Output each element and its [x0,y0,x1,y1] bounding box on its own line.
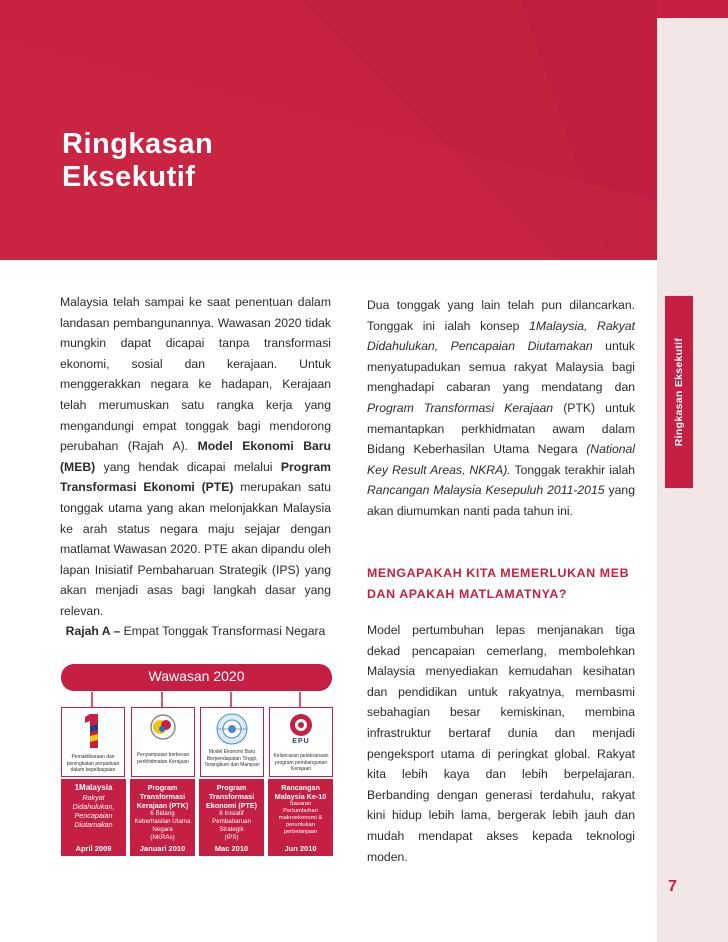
logo-1malaysia-icon [80,712,106,750]
pillar-4-line-3: makroekonomi & [278,815,323,821]
figure-title-text: Empat Tonggak Transformasi Negara [120,624,326,638]
pillar-2-line-3: Negara [152,826,173,833]
pillar-1-title: 1Malaysia [74,783,113,792]
text-run: (PTK) untuk memantapkan perkhidmatan awam dalam Bidang Keberhasilan Utama Negara [367,400,635,457]
side-tab [665,296,693,488]
pillar-2-box [131,707,195,777]
pillar-1-line-1: Rakyat [82,793,105,802]
text-run: Rancangan Malaysia Kesepuluh 2011-2015 [367,483,605,498]
pillar-3-title: Program Transformasi Ekonomi (PTE) [205,783,258,810]
pillar-4-line-5: perbelanjaan [283,829,318,835]
pillar-2-title: Program Transformasi Kerajaan (PTK) [136,783,189,810]
pillar-3-line-3: Strategik [219,826,244,833]
text-run: yang akan diumumkan nanti pada tahun ini. [367,483,635,518]
side-strip-top [657,0,728,18]
pillar-3-date: Mac 2010 [214,844,249,853]
side-tab-label: Ringkasan Eksekutif [673,337,685,447]
page-title-line1: Ringkasan [62,128,214,160]
logo-epu-text: EPU [292,738,310,745]
pillar-1-box-label: Pemaktikaraan dan peningkatan perpaduan dalam kepelbagaian [66,754,120,773]
text-run: Dua tonggak yang lain telah pun dilancarkan. Tonggak ini ialah konsep [367,298,635,333]
right-column-2 [367,620,635,867]
figure-banner-label: Wawasan 2020 [148,668,245,684]
paragraph [60,292,331,622]
pillar-3-line-2: Pembaharuan [212,818,251,825]
pillar-3-panel [199,779,264,856]
pillar-4-box-label: Kelancaran pelaksanaan program pembangunan Kerajaan [273,753,329,772]
pillar-2-date: Januari 2010 [139,844,186,853]
pillar-2-line-2: Keberhasilan Utama [134,818,191,825]
pillar-4-panel [268,779,333,856]
figure-banner [61,664,332,691]
text-run: untuk menyatupadukan semua rakyat Malaysia bagi menghadapi cabaran yang mendatang dan [367,339,635,395]
pillar-4-date: Jun 2010 [284,844,317,853]
text-run: Tonggak terakhir ialah [510,462,635,477]
pillar-1-line-4: Diutamakan [74,820,113,829]
text-run: Program Transformasi Kerajaan [367,400,554,415]
pillar-1-box [61,707,125,777]
left-column [60,292,331,622]
figure-title-label: Rajah A – [65,624,121,638]
logo-ptk-icon [149,712,177,742]
text-run: Malaysia telah sampai ke saat penentuan dalam landasan pembangunannya. Wawasan 2020 tidak mungkin dapat dicapai tanpa transformasi ekonomi, sosial dan kerajaan. Untuk menggerakkan negara ke hadapan, Kerajaan telah merumuskan satu rangka kerja yang mengandungi empat tonggak bagi mendorong perubahan (Rajah A). [60,295,331,454]
pillar-4-line-4: peruntukan [285,822,315,828]
pillar-2-box-label: Penyampaian berkesan perkhidmatan Kerajaan [136,752,190,765]
logo-pte-icon [215,712,249,746]
pillar-4-title: Rancangan Malaysia Ke-10 [274,783,327,801]
pillar-3-line-4: (IPS) [224,834,239,841]
pillar-1-date: April 2009 [75,844,112,853]
pillar-1-line-3: Pencapaian [74,811,113,820]
pillar-4-line-2: Pertumbuhan [283,808,318,814]
pillar-3-box-label: Model Ekonomi Baru Berpendapatan Tinggi, Terangkum dan Mampan [204,749,260,768]
pillar-2-line-4: (NKRAs) [150,834,175,841]
page-number: 7 [668,878,677,895]
logo-epu-icon [288,712,314,738]
pillar-2-line-1: 6 Bidang [150,810,175,817]
figure-title [60,621,331,641]
section-heading: MENGAPAKAH KITA MEMERLUKAN MEB DAN APAKAH MATLAMATNYA? [367,566,630,601]
page-title-line2: Eksekutif [62,161,196,193]
text-run: merupakan satu tonggak utama yang akan melonjakkan Malaysia ke arah status negara maju sejajar dengan matlamat Wawasan 2020. PTE akan dipandu oleh lapan Inisiatif Pembaharuan Strategik (IPS) yang akan menjadi asas bagi langkah dasar yang relevan. [60,480,331,618]
right-column [367,295,635,522]
text-run: Model Ekonomi Baru (MEB) [60,439,331,474]
pillar-diagram [58,690,336,865]
pillar-4-line-1: Sasaran [289,801,312,807]
pillar-1-line-2: Didahulukan, [72,802,115,811]
pillar-3-box [200,707,264,777]
pillar-3-line-1: 8 Inisiatif [219,810,244,817]
text-run: yang hendak dicapai melalui [95,459,281,474]
text-run: 1Malaysia, Rakyat Didahulukan, Pencapaian Diutamakan [367,318,635,354]
text-run: Model pertumbuhan lepas menjanakan tiga dekad pencapaian cemerlang, membolehkan Malaysia menyediakan kemudahan kesihatan dan pendidikan untuk rakyatnya, membasmi sebahagian besar kemiskinan, membina infrastruktur bertaraf dunia dan menjadi pengeksport utama di peringkat global. Rakyat kita lebih kaya dan lebih berpelajaran. Berbanding dengan generasi terdahulu, rakyat kini hidup lebih lama, bergerak lebih jauh dan mudah mendapat akses kepada teknologi moden. [367,623,635,864]
pillar-2-panel [130,779,195,856]
paragraph [367,620,635,867]
paragraph [367,295,635,522]
page-title [62,128,213,194]
text-run: (National Key Result Areas, NKRA). [367,442,635,477]
pillar-1-panel [61,779,126,856]
pillar-4-box [269,707,333,777]
text-run: Program Transformasi Ekonomi (PTE) [60,459,331,495]
